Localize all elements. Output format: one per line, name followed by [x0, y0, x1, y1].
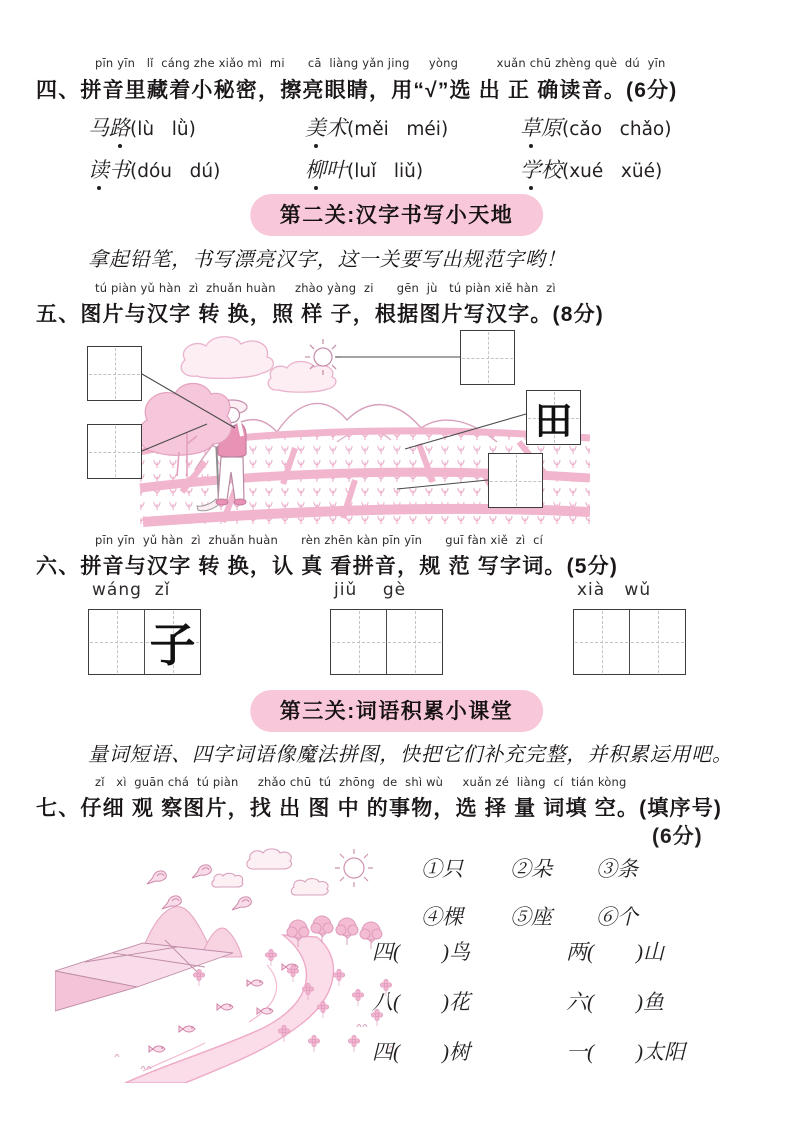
q6-group	[573, 580, 693, 675]
fill-item: 四( )鸟	[372, 940, 470, 964]
q7-measure-word-options	[421, 853, 638, 931]
writing-box-empty[interactable]	[488, 453, 543, 508]
q4-word-item: 草原(cǎo chǎo)	[520, 112, 671, 142]
writing-cell[interactable]	[89, 610, 144, 674]
q6-group-pinyin: xià wǔ	[577, 580, 652, 600]
q7-score: (6分)	[652, 825, 703, 848]
section2-intro: 拿起铅笔，书写漂亮汉字，这一关要写出规范字哟！	[88, 249, 567, 271]
fill-item: 四( )树	[372, 1040, 470, 1064]
cloud	[181, 337, 336, 392]
option-6: ⑥个	[596, 905, 638, 929]
fill-item: 一( )太阳	[566, 1040, 685, 1064]
q7-fill-blanks	[372, 936, 685, 1066]
writing-cell[interactable]	[629, 610, 685, 674]
q4-pronunciation-choices[interactable]: (dóu dú)	[130, 161, 221, 182]
q4-word-item: 读书(dóu dú)	[88, 154, 305, 184]
writing-cell[interactable]	[144, 610, 200, 674]
q5-title: 五、图片与汉字 转 换，照 样 子，根据图片写汉字。(8分)	[36, 303, 605, 326]
cloud	[212, 849, 328, 895]
section2-banner: 第二关:汉字书写小天地	[250, 194, 544, 236]
writing-grid	[330, 609, 443, 675]
q4-title: 四、拼音里藏着小秘密，擦亮眼睛，用“√”选 出 正 确读音。(6分)	[36, 79, 678, 102]
q5-pinyin: tú piàn yǔ hàn zì zhuǎn huàn zhào yàng zi gēn jù tú piàn xiě hàn zì	[95, 281, 556, 295]
q4-word-item: 学校(xué xüé)	[520, 154, 671, 184]
q4-pronunciation-choices[interactable]: (xué xüé)	[562, 161, 663, 182]
sun-icon	[335, 849, 373, 887]
fill-item: 八( )花	[372, 990, 470, 1014]
option-1: ①只	[421, 857, 463, 881]
q4-pronunciation-choices[interactable]: (luǐ liǔ)	[347, 161, 424, 182]
q4-word-item: 柳叶(luǐ liǔ)	[305, 154, 520, 184]
writing-box-empty[interactable]	[460, 330, 515, 385]
q6-group	[330, 580, 450, 675]
q6-group-pinyin: wáng zǐ	[92, 580, 171, 600]
q5-farm-illustration	[85, 330, 590, 528]
section3-banner: 第三关:词语积累小课堂	[250, 690, 544, 732]
q7-landscape-illustration	[55, 843, 405, 1083]
q6-group-pinyin: jiǔ gè	[334, 580, 407, 600]
q7-pinyin: zǐ xì guān chá tú piàn zhǎo chū tú zhōng de shì wù xuǎn zé liàng cí tián kòng	[95, 775, 627, 789]
writing-cell[interactable]	[574, 610, 629, 674]
q6-title: 六、拼音与汉字 转 换，认 真 看拼音，规 范 写字词。(5分)	[36, 555, 619, 578]
q6-pinyin: pīn yīn yǔ hàn zì zhuǎn huàn rèn zhēn kàn pīn yīn guī fàn xiě zì cí	[95, 533, 543, 547]
example-character: 田	[534, 401, 573, 443]
writing-grid	[88, 609, 201, 675]
option-2: ②朵	[510, 857, 552, 881]
q4-word-list	[88, 112, 671, 184]
fill-item: 六( )鱼	[566, 990, 664, 1014]
writing-box-empty[interactable]	[87, 424, 142, 479]
writing-box-example	[526, 390, 581, 445]
field-plots	[55, 940, 233, 1011]
q4-word-item: 美术(měi méi)	[305, 112, 520, 142]
fill-item: 两( )山	[566, 940, 664, 964]
option-3: ③条	[596, 857, 638, 881]
q7-title: 七、仔细 观 察图片，找 出 图 中 的事物，选 择 量 词填 空。(填序号)	[36, 797, 723, 820]
section3-intro: 量词短语、四字词语像魔法拼图，快把它们补充完整，并积累运用吧。	[88, 744, 733, 766]
option-5: ⑤座	[510, 905, 552, 929]
q4-pronunciation-choices[interactable]: (měi méi)	[347, 119, 449, 140]
sample-answer: 子	[149, 620, 196, 671]
q4-word-item: 马路(lù lǜ)	[88, 112, 305, 142]
landscape-scene	[55, 843, 405, 1083]
q4-pronunciation-choices[interactable]: (cǎo chǎo)	[562, 119, 672, 140]
q4-pronunciation-choices[interactable]: (lù lǜ)	[130, 119, 196, 140]
writing-box-empty[interactable]	[87, 346, 142, 401]
option-4: ④棵	[421, 905, 463, 929]
writing-cell[interactable]	[386, 610, 442, 674]
q6-group	[88, 580, 208, 675]
q4-pinyin: pīn yīn lǐ cáng zhe xiǎo mì mi cā liàng yǎn jing yòng xuǎn chū zhèng què dú yīn	[95, 56, 666, 70]
writing-cell[interactable]	[331, 610, 386, 674]
writing-grid	[573, 609, 686, 675]
